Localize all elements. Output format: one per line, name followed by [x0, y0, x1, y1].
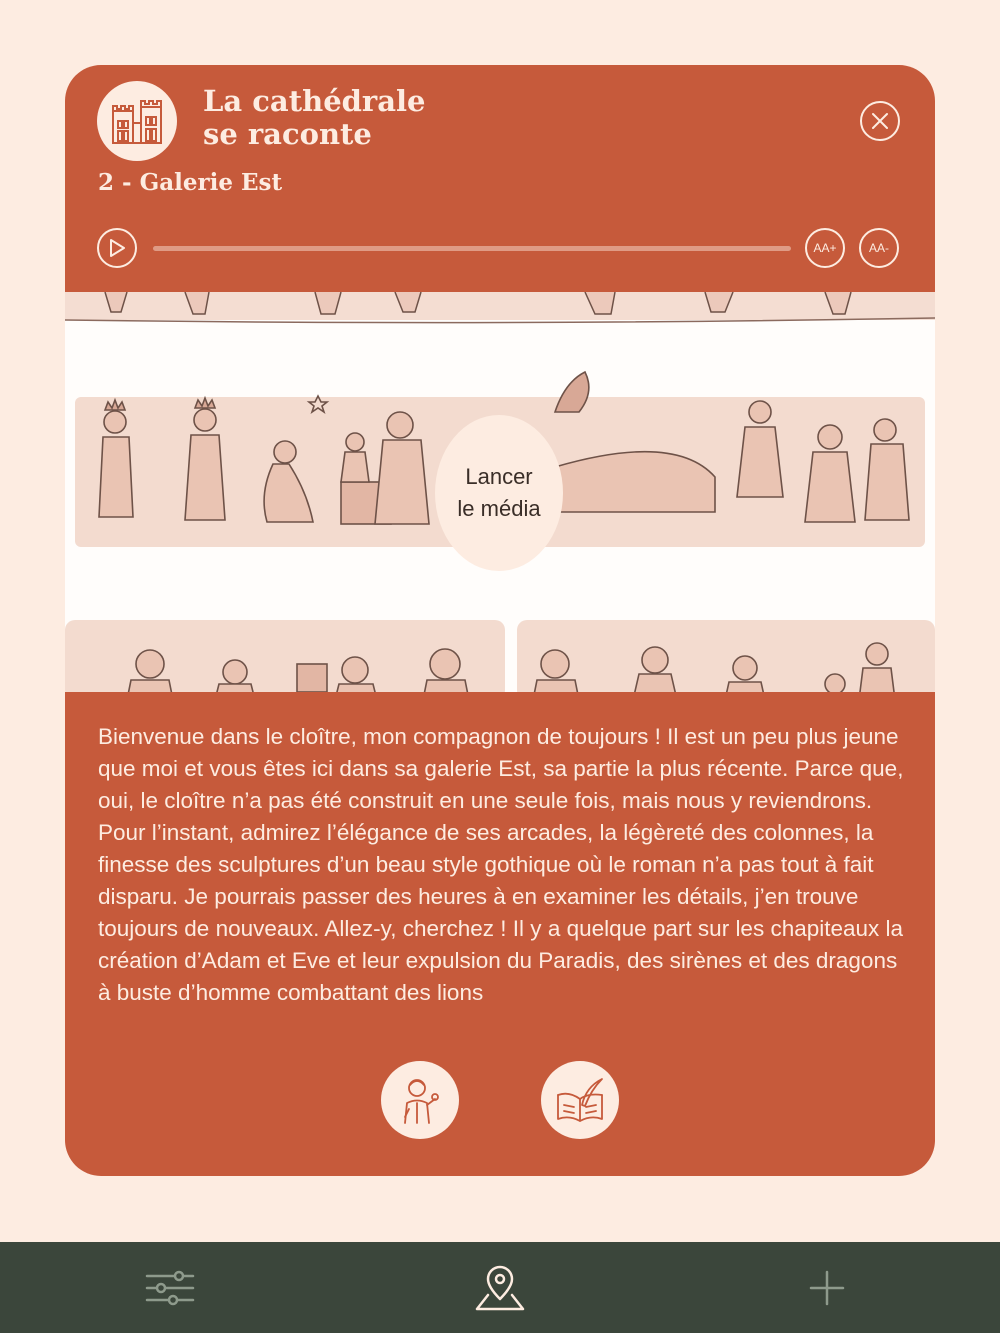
- map-nav-button[interactable]: [470, 1262, 530, 1314]
- launch-media-button[interactable]: [435, 415, 563, 571]
- filters-nav-button[interactable]: [140, 1262, 200, 1314]
- app-title: [203, 85, 425, 151]
- guide-character-icon: [395, 1075, 445, 1125]
- guide-character-button[interactable]: [381, 1061, 459, 1139]
- font-increase-button[interactable]: AA+: [805, 228, 845, 268]
- stop-title: 2 - Galerie Est: [98, 169, 283, 196]
- app-title-line2: se raconte: [203, 117, 372, 151]
- launch-media-line1: Lancer: [465, 464, 533, 489]
- audio-progress-bar[interactable]: [153, 246, 791, 251]
- read-text-button[interactable]: [541, 1061, 619, 1139]
- more-nav-button[interactable]: [797, 1262, 857, 1314]
- media-preview: [65, 292, 935, 692]
- map-pin-icon: [473, 1265, 527, 1311]
- play-icon: [108, 238, 126, 258]
- narration-text-fade: [98, 1009, 908, 1029]
- narration-text: Bienvenue dans le cloître, mon compagnon de toujours ! Il est un peu plus jeune que moi et vous êtes ici dans sa galerie Est, sa partie la plus récente. Parce que, oui, le cloître n’a pas été construit en une seule fois, mais nous y reviendrons. Pour l’instant, admirez l’élégance de ses arcades, la légèreté des colonnes, la finesse des sculptures d’un beau style gothique où le roman n’a pas tout à fait disparu. Je pourrais passer des heures à en examiner les détails, j’en trouve toujours de nouveaux. Allez-y, cherchez ! Il y a quelque part sur les chapiteaux la création d’Adam et Eve et leur expulsion du Paradis, des sirènes et des dragons à buste d’homme combattant des lions: [98, 724, 904, 1005]
- cathedral-towers-icon: [97, 81, 177, 161]
- app-title-line1: La cathédrale: [203, 84, 426, 118]
- audio-guide-card: [65, 65, 935, 1176]
- close-icon: [870, 111, 890, 131]
- launch-media-line2: le média: [457, 496, 541, 521]
- book-quill-icon: [554, 1077, 606, 1123]
- audio-player: [97, 228, 903, 268]
- plus-icon: [807, 1268, 847, 1308]
- close-button[interactable]: [860, 101, 900, 141]
- sliders-icon: [143, 1268, 197, 1308]
- play-button[interactable]: [97, 228, 137, 268]
- font-decrease-button[interactable]: AA-: [859, 228, 899, 268]
- bottom-navigation: [0, 1242, 1000, 1333]
